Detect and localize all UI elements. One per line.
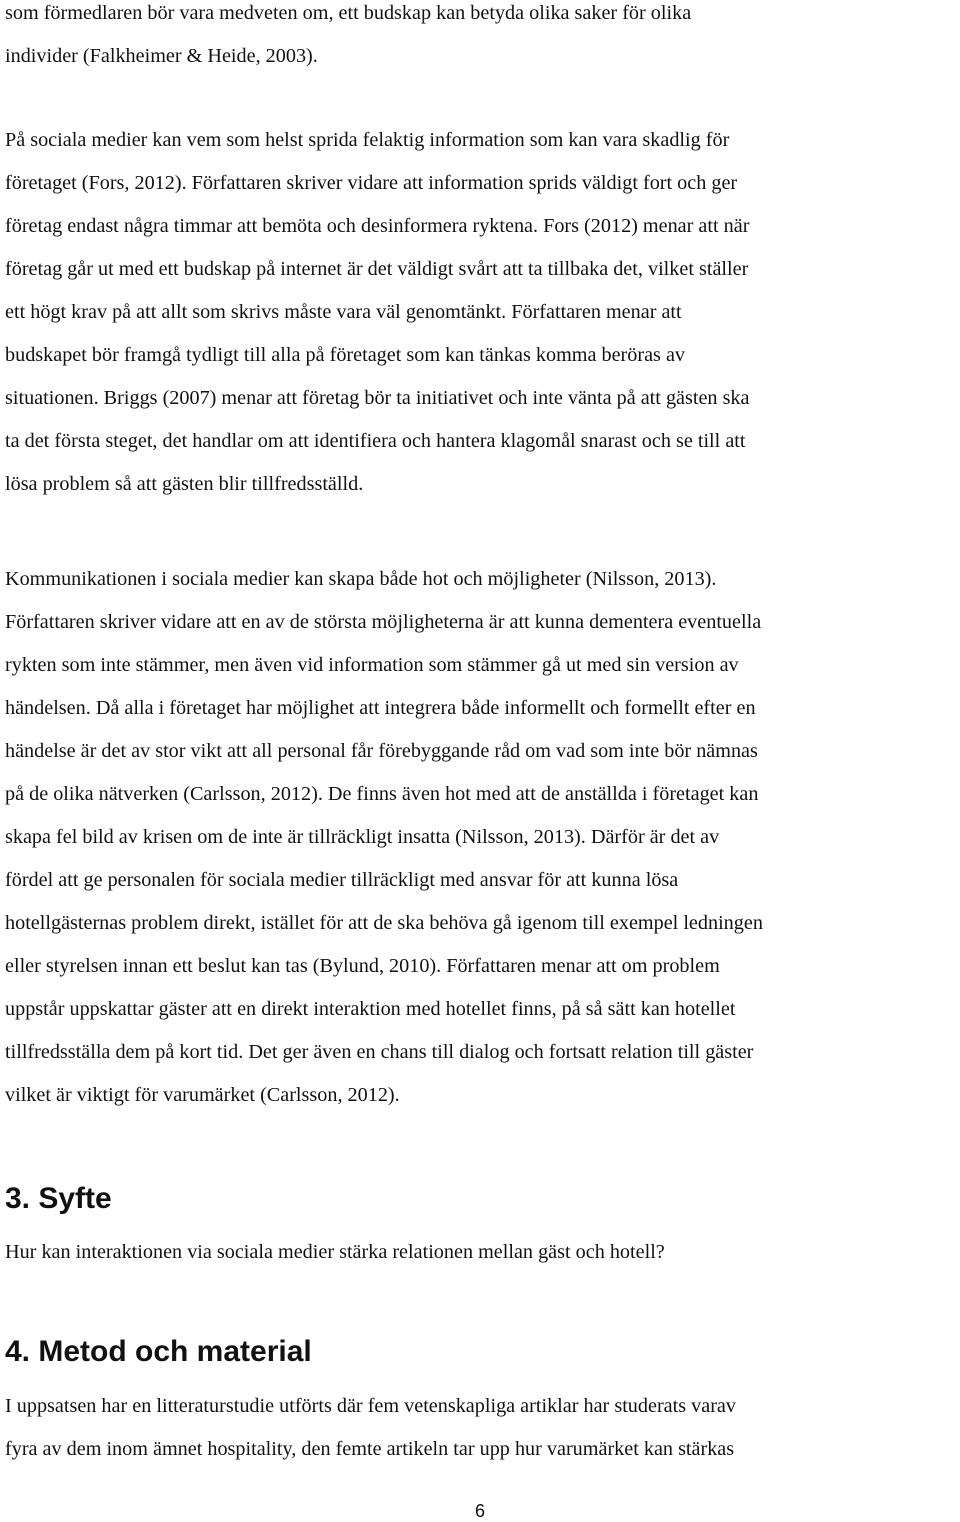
text-line: fyra av dem inom ämnet hospitality, den femte artikeln tar upp hur varumärket kan stärkas [5,1438,735,1460]
paragraph-3 [5,558,957,1117]
text-line: uppstår uppskattar gäster att en direkt interaktion med hotellet finns, på så sätt kan hotellet [5,998,736,1020]
text-line: situationen. Briggs (2007) menar att företag bör ta initiativet och inte vänta på att gästen ska [5,387,750,409]
paragraph-metod [5,1385,957,1471]
text-line: tillfredsställa dem på kort tid. Det ger även en chans till dialog och fortsatt relation till gäster [5,1041,754,1063]
paragraph-syfte [5,1231,957,1274]
text-line: hotellgästernas problem direkt, istället för att de ska behöva gå igenom till exempel ledningen [5,912,763,934]
paragraph-1 [5,0,957,78]
text-line: rykten som inte stämmer, men även vid information som stämmer gå ut med sin version av [5,654,739,676]
text-line: På sociala medier kan vem som helst sprida felaktig information som kan vara skadlig för [5,129,730,151]
section-heading-metod: 4. Metod och material [5,1335,312,1368]
text-line: Kommunikationen i sociala medier kan skapa både hot och möjligheter (Nilsson, 2013). [5,568,717,590]
text-line: skapa fel bild av krisen om de inte är tillräckligt insatta (Nilsson, 2013). Därför är det av [5,826,720,848]
text-line: företag endast några timmar att bemöta och desinformera ryktena. Fors (2012) menar att när [5,215,750,237]
text-line: ett högt krav på att allt som skrivs måste vara väl genomtänkt. Författaren menar att [5,301,682,323]
text-line: individer (Falkheimer & Heide, 2003). [5,45,318,67]
text-line: eller styrelsen innan ett beslut kan tas (Bylund, 2010). Författaren menar att om problem [5,955,720,977]
page-number: 6 [474,1501,485,1521]
text-line: vilket är viktigt för varumärket (Carlsson, 2012). [5,1084,400,1106]
text-line: på de olika nätverken (Carlsson, 2012). De finns även hot med att de anställda i företaget kan [5,783,759,805]
text-line: fördel att ge personalen för sociala medier tillräckligt med ansvar för att kunna lösa [5,869,679,891]
paragraph-2 [5,119,957,506]
section-heading-syfte: 3. Syfte [5,1182,112,1215]
text-line: ta det första steget, det handlar om att identifiera och hantera klagomål snarast och se till att [5,430,746,452]
text-line: lösa problem så att gästen blir tillfredsställd. [5,473,364,495]
text-line: företag går ut med ett budskap på internet är det väldigt svårt att ta tillbaka det, vilket ställer [5,258,749,280]
text-line: händelse är det av stor vikt att all personal får förebyggande råd om vad som inte bör nämnas [5,740,758,762]
text-line: som förmedlaren bör vara medveten om, ett budskap kan betyda olika saker för olika [5,2,692,24]
text-line: Författaren skriver vidare att en av de största möjligheterna är att kunna dementera eventuella [5,611,762,633]
text-line: Hur kan interaktionen via sociala medier stärka relationen mellan gäst och hotell? [5,1241,665,1263]
text-line: I uppsatsen har en litteraturstudie utförts där fem vetenskapliga artiklar har studerats varav [5,1395,736,1417]
text-line: budskapet bör framgå tydligt till alla på företaget som kan tänkas komma beröras av [5,344,685,366]
text-line: företaget (Fors, 2012). Författaren skriver vidare att information sprids väldigt fort och ger [5,172,738,194]
text-line: händelsen. Då alla i företaget har möjlighet att integrera både informellt och formellt efter en [5,697,756,719]
